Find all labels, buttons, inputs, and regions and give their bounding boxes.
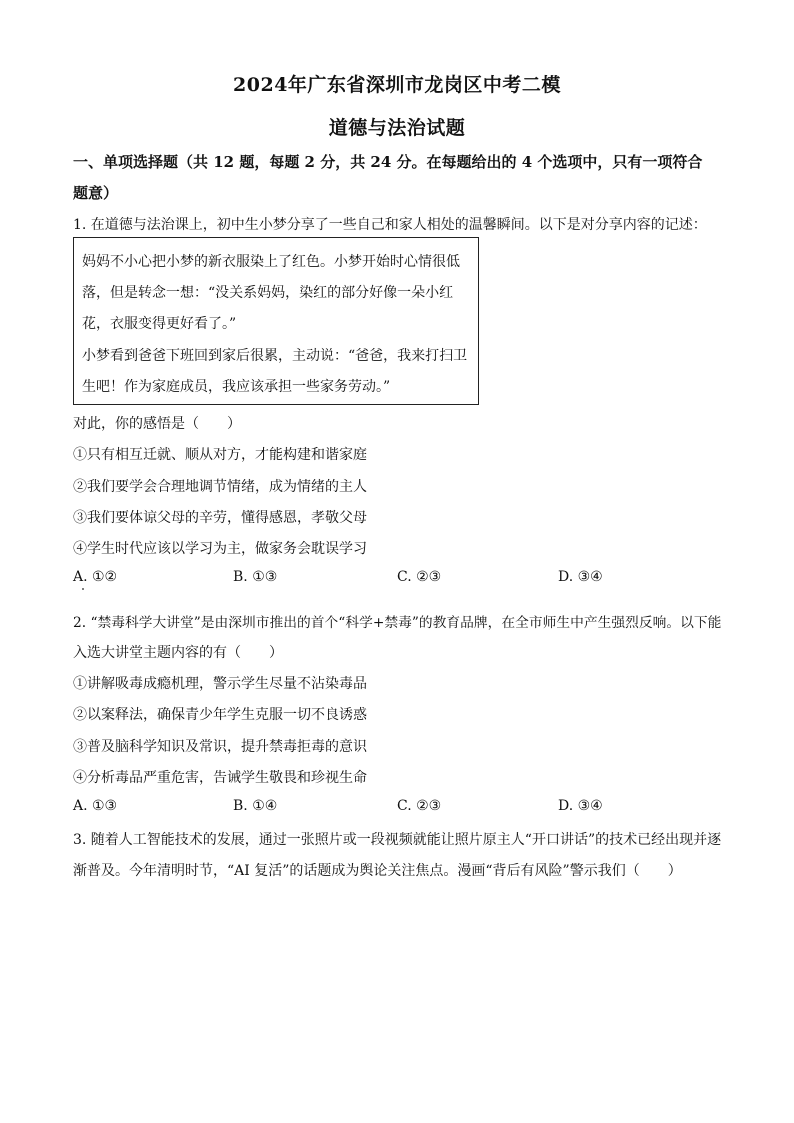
q1-box-line: 妈妈不小心把小梦的新衣服染上了红色。小梦开始时心情很低 (82, 254, 460, 270)
section-heading-line1: 一、单项选择题（共 12 题，每题 2 分，共 24 分。在每题给出的 4 个选项中，只有一项符合 (73, 153, 703, 171)
q1-box-line: 花，衣服变得更好看了。” (82, 316, 237, 332)
q2-stem-line2: 入选大讲堂主题内容的有（ ） (73, 645, 283, 661)
q2-option-a[interactable]: A. ①③ (73, 798, 118, 814)
q1-box-line: 小梦看到爸爸下班回到家后很累，主动说：“爸爸，我来打扫卫 (82, 348, 468, 364)
q1-prompt: 对此，你的感悟是（ ） (73, 416, 241, 432)
q1-box-line: 生吧！作为家庭成员，我应该承担一些家务劳动。” (82, 379, 391, 395)
q2-item: ④分析毒品严重危害，告诫学生敬畏和珍视生命 (73, 770, 367, 786)
page-subtitle: 道德与法治试题 (328, 117, 466, 139)
page-title: 2024年广东省深圳市龙岗区中考二模 (233, 74, 561, 96)
q1-option-d[interactable]: D. ③④ (558, 569, 603, 585)
q1-option-b[interactable]: B. ①③ (233, 569, 278, 585)
q3-stem-line2: 渐普及。今年清明时节，“AI 复活”的话题成为舆论关注焦点。漫画“背后有风险”警示我们（ ） (73, 863, 682, 879)
q1-item: ②我们要学会合理地调节情绪，成为情绪的主人 (73, 479, 367, 495)
q1-box-line: 落，但是转念一想：“没关系妈妈，染红的部分好像一朵小红 (82, 285, 454, 301)
q2-item: ①讲解吸毒成瘾机理，警示学生尽量不沾染毒品 (73, 676, 367, 692)
q2-item: ③普及脑科学知识及常识，提升禁毒拒毒的意识 (73, 739, 367, 755)
q1-item: ③我们要体谅父母的辛劳，懂得感恩，孝敬父母 (73, 510, 367, 526)
section-heading-line2: 题意） (73, 184, 119, 202)
q1-item: ①只有相互迁就、顺从对方，才能构建和谐家庭 (73, 447, 367, 463)
q2-option-c[interactable]: C. ②③ (397, 798, 442, 814)
q1-material-box (73, 237, 479, 405)
q2-stem-line1: 2. “禁毒科学大讲堂”是由深圳市推出的首个“科学+禁毒”的教育品牌，在全市师生中产生强烈反响。以下能 (73, 615, 722, 631)
q1-item: ④学生时代应该以学习为主，做家务会耽误学习 (73, 541, 367, 557)
q3-stem-line1: 3. 随着人工智能技术的发展，通过一张照片或一段视频就能让照片原主人“开口讲话”的技术已经出现并逐 (73, 832, 722, 848)
q1-option-c[interactable]: C. ②③ (397, 569, 442, 585)
q1-stem: 1. 在道德与法治课上，初中生小梦分享了一些自己和家人相处的温馨瞬间。以下是对分享内容的记述： (73, 217, 707, 233)
q2-item: ②以案释法，确保青少年学生克服一切不良诱惑 (73, 707, 367, 723)
q2-option-b[interactable]: B. ①④ (233, 798, 278, 814)
q2-option-d[interactable]: D. ③④ (558, 798, 603, 814)
stray-dot (82, 588, 84, 590)
q1-option-a[interactable]: A. ①② (73, 569, 118, 585)
